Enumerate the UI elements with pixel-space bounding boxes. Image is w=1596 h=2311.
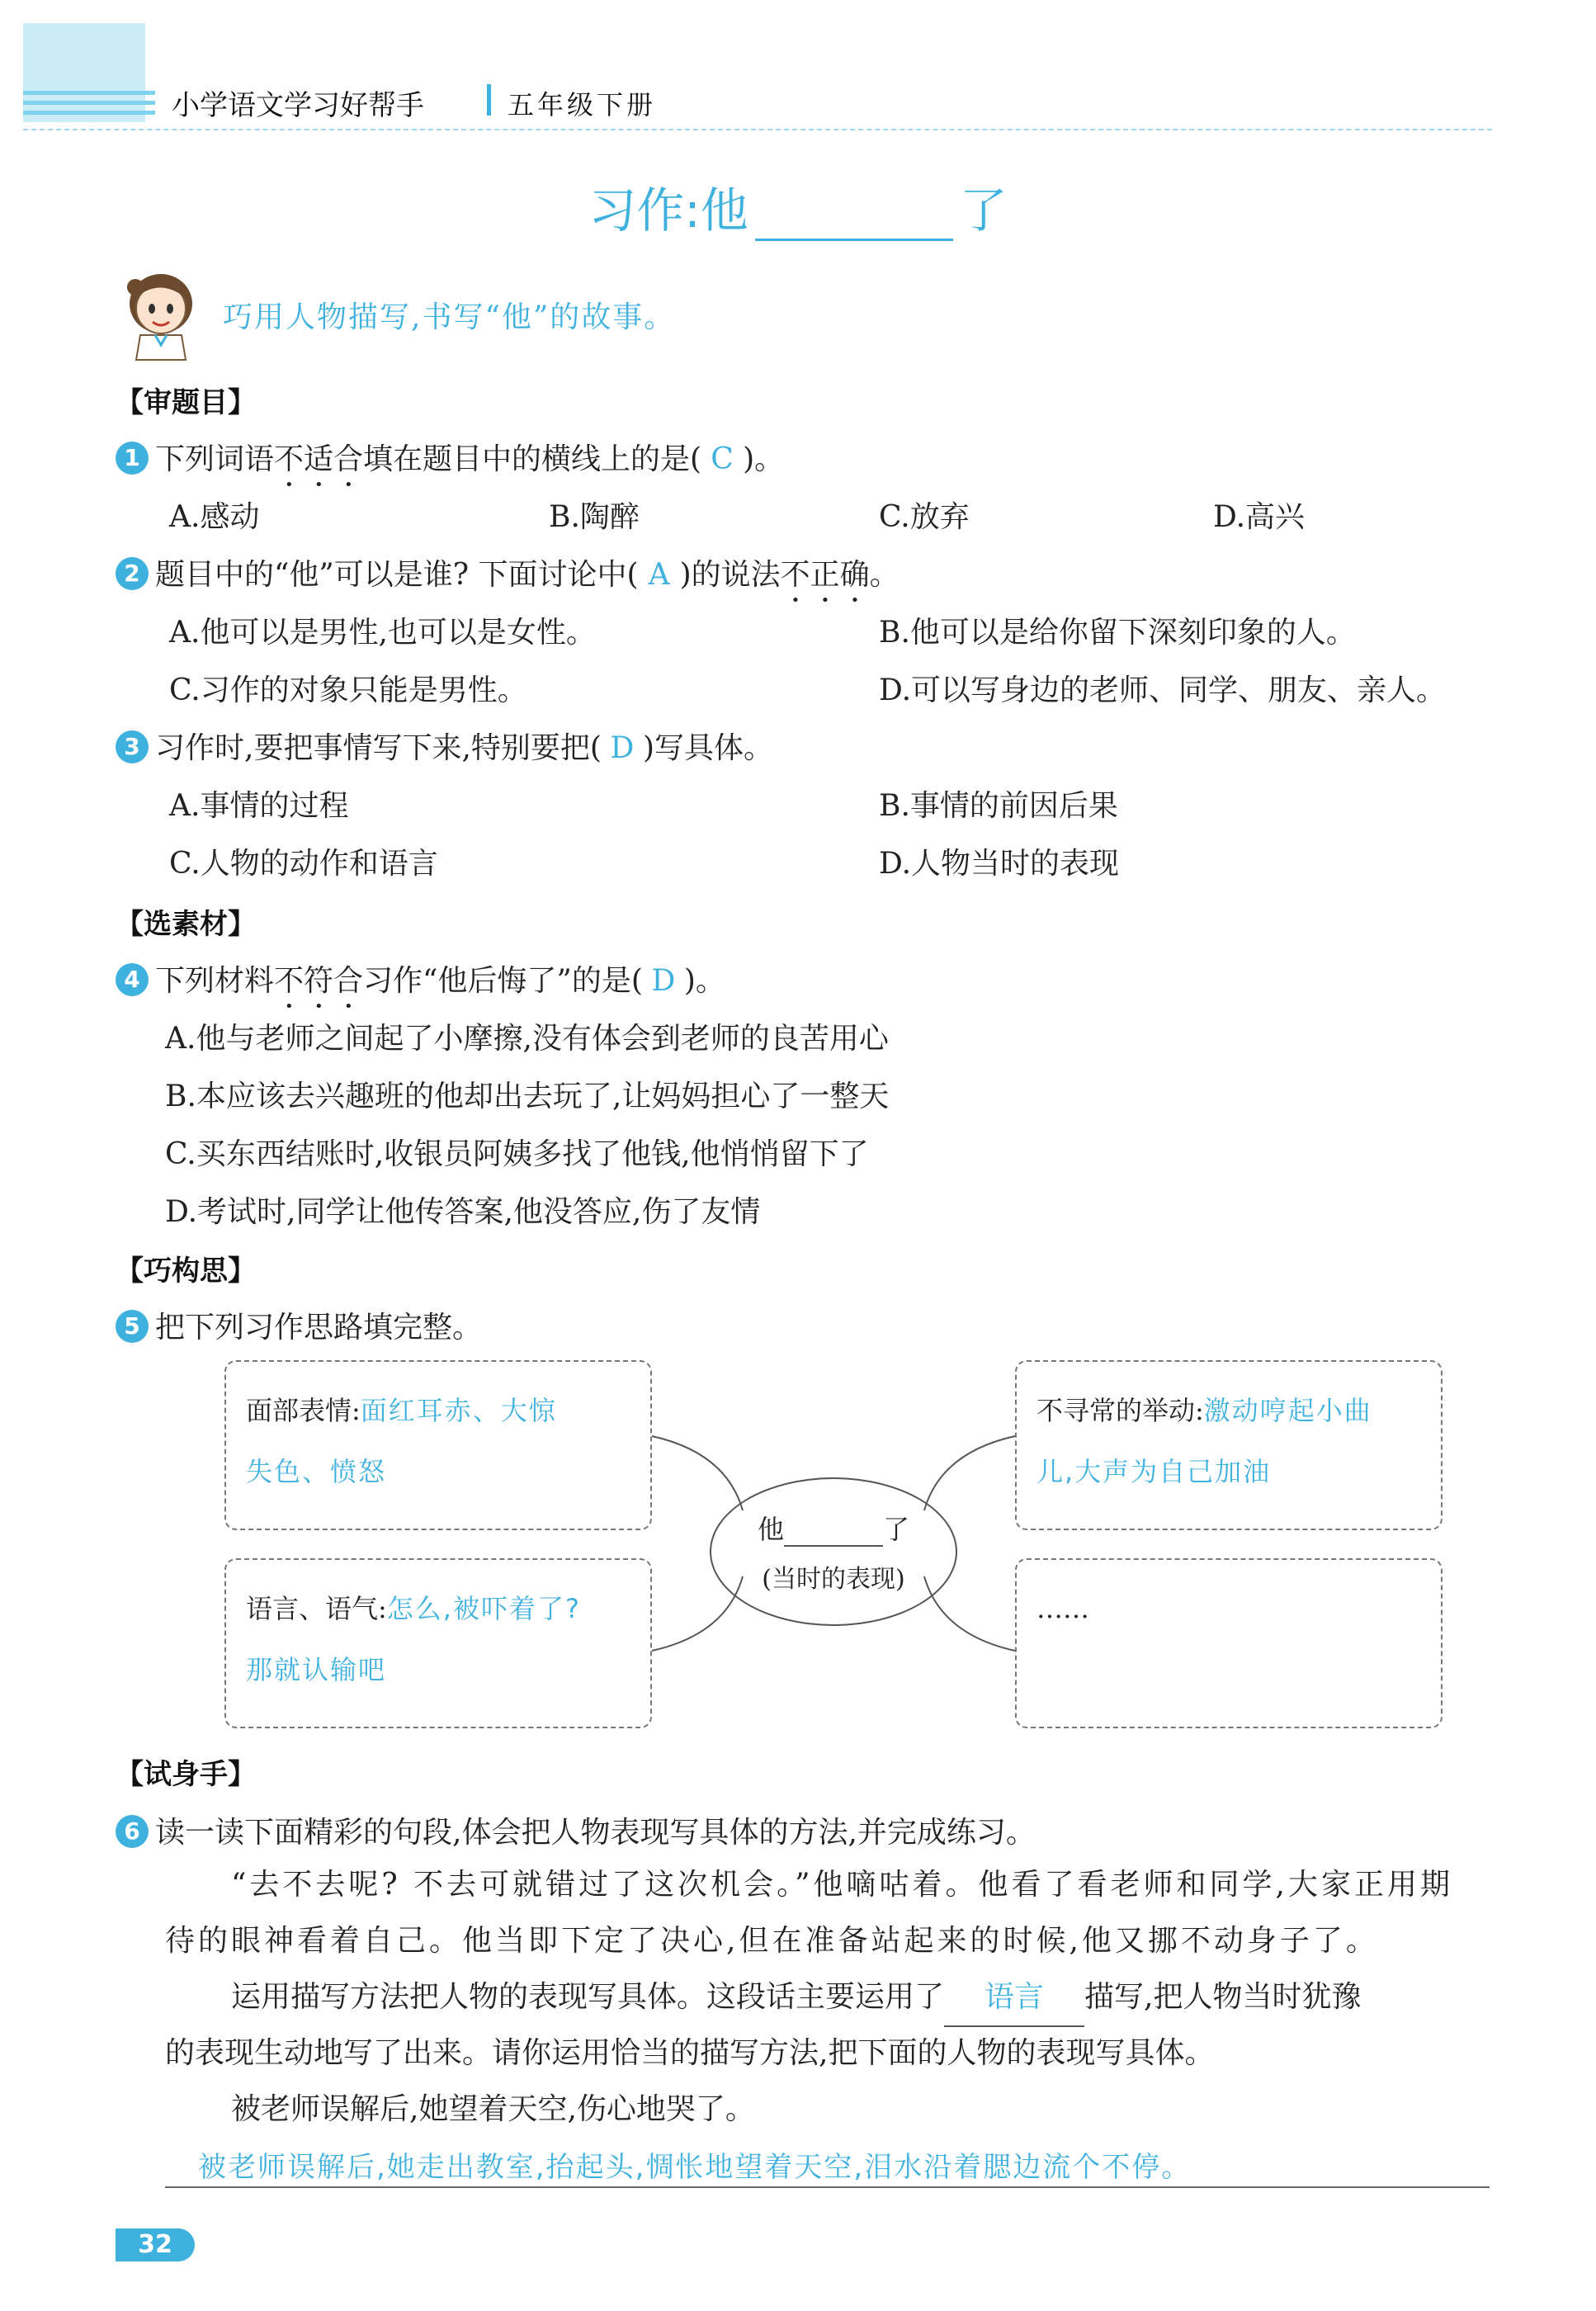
action-answer-cont: 儿,大声为自己加油 (1036, 1456, 1272, 1487)
q1-option-d: D.高兴 (1213, 500, 1306, 534)
action-answer: 激动哼起小曲 (1203, 1395, 1372, 1426)
q4-option-a: A.他与老师之间起了小摩擦,没有体会到老师的良苦用心 (165, 1022, 889, 1056)
face-answer: 面红耳赤、大惊 (360, 1395, 557, 1426)
page-number: 32 (116, 2228, 195, 2261)
mindmap-center: 他 了 (当时的表现) (710, 1477, 957, 1626)
q3-option-d: D.人物当时的表现 (879, 847, 1120, 881)
q4-option-d: D.考试时,同学让他传答案,他没答应,伤了友情 (165, 1195, 761, 1229)
intro-text: 巧用人物描写,书写“他”的故事。 (223, 300, 676, 334)
section-title-review: 【审题目】 (116, 386, 256, 419)
header-series-title: 小学语文学习好帮手 (172, 89, 424, 122)
center-blank (784, 1520, 883, 1547)
mindmap-speech-box (224, 1558, 652, 1728)
answer-text: C (711, 442, 734, 476)
title-suffix: 了 (959, 182, 1008, 239)
section-title-structure: 【巧构思】 (116, 1255, 256, 1288)
question-2: 2 题目中的“他”可以是谁? 下面讨论中( A )的说法不正确。 (116, 551, 900, 609)
header-grade: 五年级下册 (508, 89, 657, 121)
section-title-material: 【选素材】 (116, 908, 256, 941)
other-ellipsis: …… (1036, 1593, 1089, 1624)
q2-option-c: C.习作的对象只能是男性。 (169, 673, 527, 707)
action-label: 不寻常的举动: (1036, 1395, 1204, 1426)
face-answer-cont: 失色、愤怒 (246, 1456, 387, 1487)
question-number: 1 (116, 442, 149, 475)
question-number: 3 (116, 730, 149, 763)
question-5: 5 把下列习作思路填完整。 (116, 1304, 482, 1346)
title-prefix: 习作:他 (588, 182, 748, 239)
mindmap-face-box (224, 1360, 652, 1530)
q1-option-c: C.放弃 (879, 500, 970, 534)
q4-option-c: C.买东西结账时,收银员阿姨多找了他钱,他悄悄留下了 (165, 1137, 869, 1171)
emphasis-text: 不正确 (780, 558, 870, 592)
q4-option-b: B.本应该去兴趣班的他却出去玩了,让妈妈担心了一整天 (165, 1080, 890, 1113)
task-line-1: 运用描写方法把人物的表现写具体。这段话主要运用了 语言 描写,把人物当时犹豫 (231, 1969, 1361, 2027)
q3-option-b: B.事情的前因后果 (879, 789, 1118, 823)
question-1: 1 下列词语不适合填在题目中的横线上的是( C )。 (116, 436, 784, 494)
speech-answer-cont: 那就认输吧 (246, 1654, 387, 1685)
q3-option-a: A.事情的过程 (169, 789, 349, 823)
question-4: 4 下列材料不符合习作“他后悔了”的是( D )。 (116, 957, 725, 1015)
question-3: 3 习作时,要把事情写下来,特别要把( D )写具体。 (116, 725, 773, 767)
section-title-practice: 【试身手】 (116, 1758, 256, 1791)
question-number: 4 (116, 963, 149, 996)
answer-text: D (651, 964, 676, 998)
speech-label: 语言、语气: (246, 1593, 387, 1624)
task-prompt: 被老师误解后,她望着天空,伤心地哭了。 (231, 2092, 755, 2126)
face-label: 面部表情: (246, 1395, 361, 1426)
answer-text: D (610, 731, 635, 765)
q1-option-b: B.陶醉 (549, 500, 640, 534)
passage-line-1: “去不去呢? 不去可就错过了这次机会。”他嘀咕着。他看了看老师和同学,大家正用期 (231, 1868, 1453, 1902)
speech-answer: 怎么,被吓着了? (386, 1593, 581, 1624)
question-number: 2 (116, 557, 149, 590)
task-line-2: 的表现生动地写了出来。请你运用恰当的描写方法,把下面的人物的表现写具体。 (165, 2036, 1215, 2070)
mindmap-other-box (1015, 1558, 1443, 1728)
q2-option-d: D.可以写身边的老师、同学、朋友、亲人。 (879, 673, 1447, 707)
question-number: 5 (116, 1310, 149, 1343)
q2-option-a: A.他可以是男性,也可以是女性。 (169, 616, 596, 650)
question-number: 6 (116, 1815, 149, 1848)
emphasis-text: 不符合 (274, 964, 364, 998)
q3-option-c: C.人物的动作和语言 (169, 847, 438, 881)
center-subtitle: (当时的表现) (762, 1565, 905, 1594)
description-type-blank: 语言 (944, 1969, 1084, 2027)
emphasis-text: 不适合 (274, 442, 364, 476)
question-6: 6 读一读下面精彩的句段,体会把人物表现写具体的方法,并完成练习。 (116, 1809, 1036, 1851)
mindmap-action-box (1015, 1360, 1443, 1530)
passage-line-2: 待的眼神看着自己。他当即下定了决心,但在准备站起来的时候,他又挪不动身子了。 (165, 1924, 1379, 1958)
q2-option-b: B.他可以是给你留下深刻印象的人。 (879, 616, 1356, 650)
q1-option-a: A.感动 (169, 500, 260, 534)
rewrite-answer: 被老师误解后,她走出教室,抬起头,惆怅地望着天空,泪水沿着腮边流个不停。 (165, 2144, 1490, 2188)
answer-text: A (648, 558, 670, 592)
